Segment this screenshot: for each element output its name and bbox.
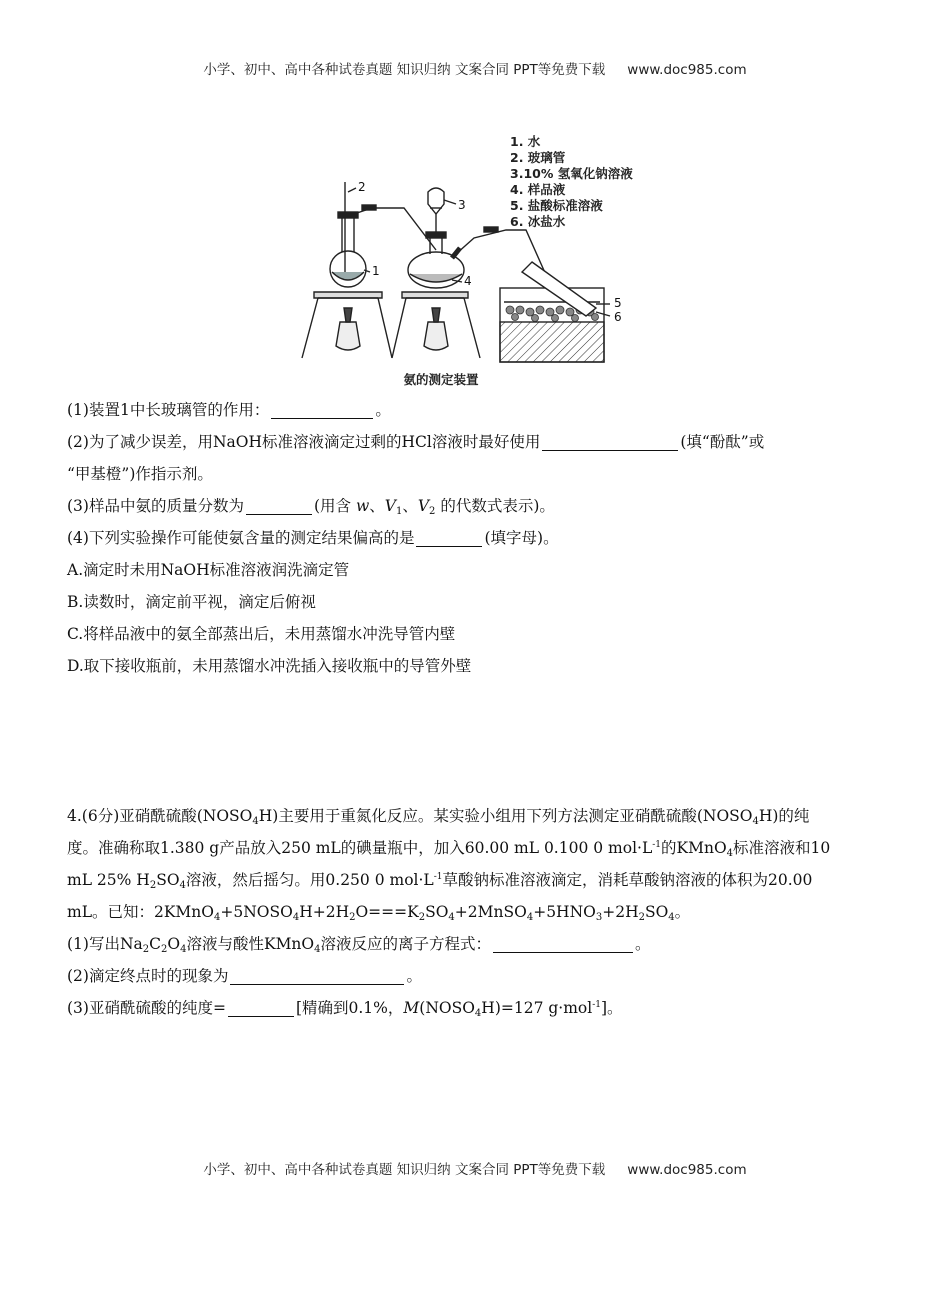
footer-site[interactable]: www.doc985.com (627, 1162, 747, 1178)
q3-item-3 (67, 490, 887, 522)
legend-item: 4. 样品液 (510, 182, 566, 197)
text: SO (156, 871, 180, 889)
legend-item: 3.10% 氢氧化钠溶液 (510, 166, 633, 181)
sup: -1 (652, 840, 662, 850)
text: +5NOSO (220, 903, 293, 921)
option-c: C.将样品液中的氨全部蒸出后，未用蒸馏水冲洗导管内壁 (67, 625, 456, 643)
text: mL。已知：2KMnO (67, 903, 214, 921)
legend-item: 2. 玻璃管 (510, 150, 566, 165)
label-4: 4 (464, 274, 472, 288)
sub: 4 (180, 944, 187, 955)
sub: 4 (668, 912, 675, 923)
text: 溶液与酸性KMnO (186, 935, 315, 953)
page-footer (0, 1158, 950, 1178)
option-d: D.取下接收瓶前，未用蒸馏水冲洗插入接收瓶中的导管外壁 (67, 657, 472, 675)
sub: 4 (448, 912, 455, 923)
sub: 4 (752, 816, 759, 827)
legend-item: 1. 水 (510, 134, 541, 149)
q3-item-3-text-b: (用含 (313, 497, 356, 515)
q3-item-1-text: (1)装置1中长玻璃管的作用： (67, 401, 270, 419)
q3-item-4-text: (4)下列实验操作可能使氨含量的测定结果偏高的是 (67, 529, 415, 547)
text: SO (644, 903, 669, 921)
text: 标准溶液和10 (733, 839, 831, 857)
text: +5HNO (533, 903, 596, 921)
text: (2)滴定终点时的现象为 (67, 967, 229, 985)
q4-item-3 (67, 992, 887, 1024)
q3-item-2-text-b: (填“酚酞”或 (680, 433, 765, 451)
q4-intro-line-1 (67, 800, 887, 832)
label-6: 6 (614, 310, 622, 324)
text: 草酸钠标准溶液滴定，消耗草酸钠溶液的体积为20.00 (442, 871, 813, 889)
text: (3)亚硝酰硫酸的纯度= (67, 999, 226, 1017)
sub: 4 (214, 912, 221, 923)
text: 溶液反应的离子方程式： (320, 935, 492, 953)
sub: 2 (149, 880, 157, 891)
text: 的KMnO (661, 839, 727, 857)
option-b: B.读数时，滴定前平视，滴定后俯视 (67, 593, 316, 611)
label-1: 1 (372, 264, 380, 278)
q4-item-1 (67, 928, 887, 960)
q4-intro-line-3 (67, 864, 887, 896)
sub: 4 (252, 816, 259, 827)
text: O (167, 935, 181, 953)
legend-item: 6. 冰盐水 (510, 214, 566, 229)
q3-item-3-end: 的代数式表示)。 (435, 497, 555, 515)
text: (1)写出Na (67, 935, 143, 953)
sub: 4 (314, 944, 321, 955)
q4-intro-line-4 (67, 896, 887, 928)
sub: 2 (638, 912, 645, 923)
sup: -1 (592, 1000, 601, 1010)
text: O===K (355, 903, 419, 921)
answer-blank[interactable] (416, 526, 482, 547)
var-v1: V (384, 497, 396, 515)
sup: -1 (433, 872, 443, 882)
q3-item-1-end: 。 (375, 401, 391, 419)
text: +2H (602, 903, 639, 921)
sub: 2 (142, 944, 150, 955)
var-v2: V (417, 497, 430, 515)
sub: 2 (429, 506, 436, 517)
q4-intro-line-2 (67, 832, 887, 864)
page-header (0, 58, 950, 78)
figure-caption: 氨的测定装置 (403, 372, 479, 387)
var-m: M (403, 999, 420, 1017)
answer-blank[interactable] (271, 398, 373, 419)
answer-blank[interactable] (228, 996, 294, 1017)
text: [精确到0.1%， (295, 999, 404, 1017)
answer-blank[interactable] (542, 430, 678, 451)
text: 。 (406, 967, 422, 985)
sep: 、 (402, 497, 418, 515)
text: H)=127 g·mol (481, 999, 593, 1017)
text: ]。 (600, 999, 623, 1017)
q3-item-4-end: (填字母)。 (484, 529, 559, 547)
text: SO (425, 903, 449, 921)
figure-legend (510, 134, 633, 230)
legend-item: 5. 盐酸标准溶液 (510, 198, 603, 213)
answer-blank[interactable] (246, 494, 312, 515)
label-5: 5 (614, 296, 622, 310)
q3-item-3-text: (3)样品中氨的质量分数为 (67, 497, 244, 515)
answer-blank[interactable] (493, 932, 633, 953)
text: mL 25% H (67, 871, 150, 889)
var-w: w (355, 497, 370, 515)
sub: 1 (395, 506, 403, 517)
label-2: 2 (358, 180, 366, 194)
sub: 4 (726, 848, 734, 859)
text: H)的纯 (758, 807, 810, 825)
sep: 、 (369, 497, 385, 515)
q3-item-2 (67, 426, 887, 458)
footer-text: 小学、初中、高中各种试卷真题 知识归纳 文案合同 PPT等免费下载 (203, 1162, 606, 1178)
sub: 2 (418, 912, 426, 923)
text: 。 (635, 935, 651, 953)
option-a: A.滴定时未用NaOH标准溶液润洗滴定管 (67, 561, 350, 579)
text: 。 (674, 903, 691, 921)
question-3-part (67, 394, 887, 682)
text: H+2H (299, 903, 350, 921)
sub: 4 (179, 880, 186, 891)
question-4 (67, 800, 887, 1024)
text: 4.(6分)亚硝酰硫酸(NOSO (67, 807, 253, 825)
text: 度。准确称取1.380 g产品放入250 mL的碘量瓶中，加入60.00 mL 0.100 0 mol·L (67, 839, 653, 857)
text: C (149, 935, 162, 953)
text: (NOSO (419, 999, 475, 1017)
label-3: 3 (458, 198, 466, 212)
sub: 4 (474, 1008, 482, 1019)
q4-item-2 (67, 960, 887, 992)
text: 溶液，然后摇匀。用0.250 0 mol·L (185, 871, 434, 889)
sub: 3 (595, 912, 603, 923)
header-site[interactable]: www.doc985.com (627, 62, 747, 78)
sub: 4 (526, 912, 534, 923)
q3-item-2-text: (2)为了减少误差，用NaOH标准溶液滴定过剩的HCl溶液时最好使用 (67, 433, 541, 451)
q3-item-1 (67, 394, 887, 426)
q3-item-4 (67, 522, 887, 554)
text: H)主要用于重氮化反应。某实验小组用下列方法测定亚硝酰硫酸(NOSO (258, 807, 753, 825)
header-text: 小学、初中、高中各种试卷真题 知识归纳 文案合同 PPT等免费下载 (203, 62, 606, 78)
sub: 2 (349, 912, 356, 923)
text: +2MnSO (454, 903, 527, 921)
q3-item-2-cont: “甲基橙”)作指示剂。 (67, 465, 213, 483)
sub: 2 (161, 944, 168, 955)
apparatus-figure (296, 132, 656, 390)
sub: 4 (292, 912, 300, 923)
answer-blank[interactable] (230, 964, 404, 985)
